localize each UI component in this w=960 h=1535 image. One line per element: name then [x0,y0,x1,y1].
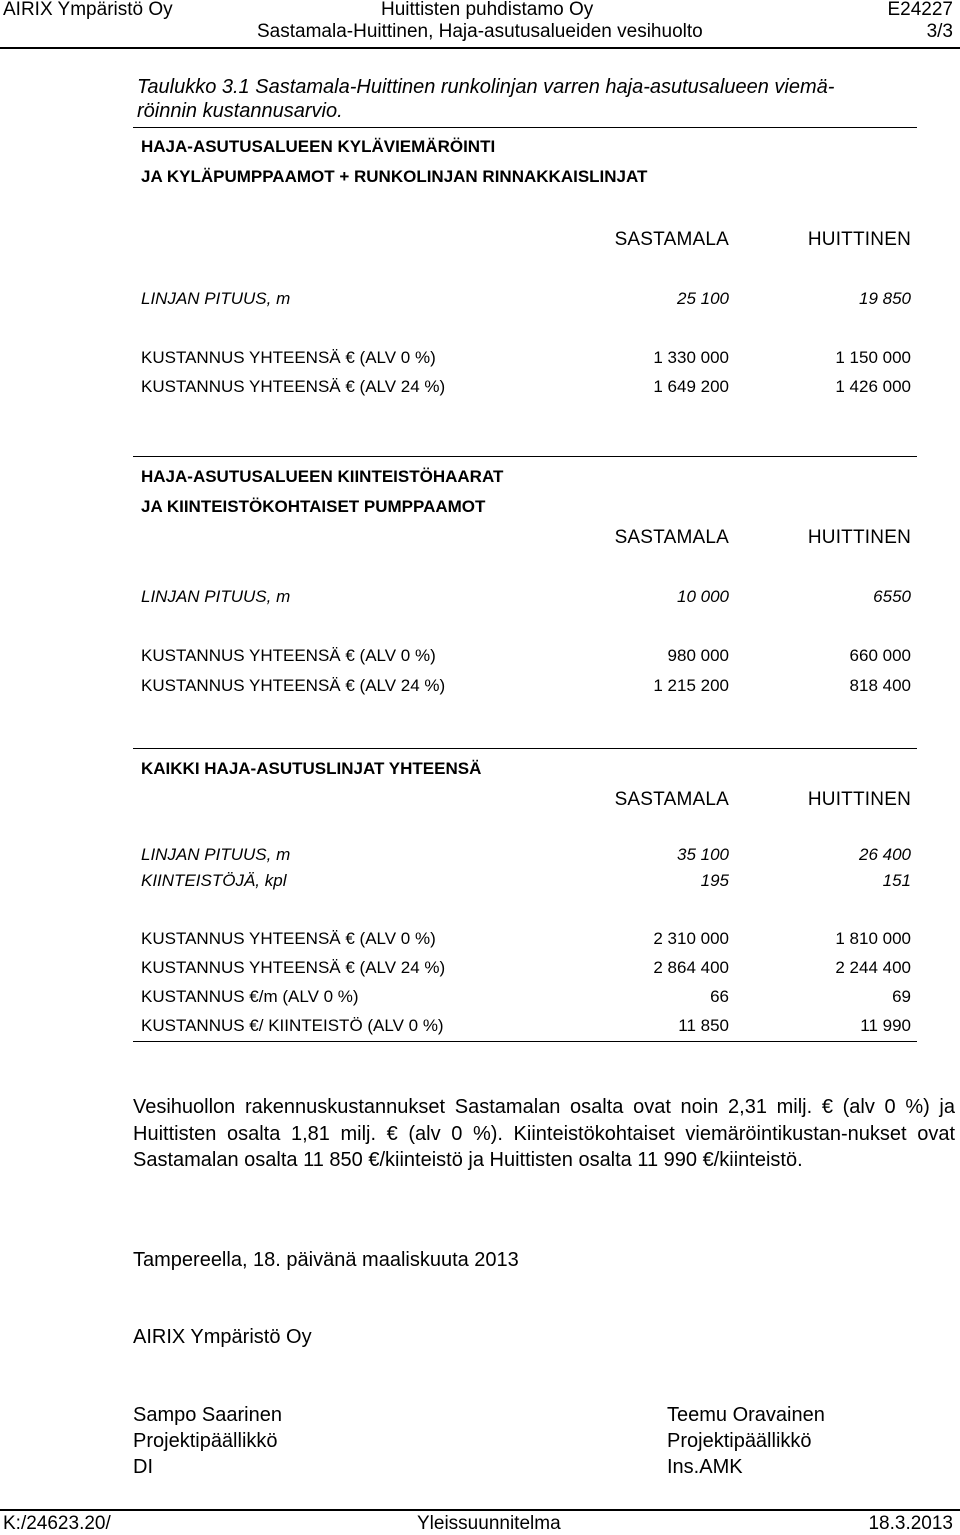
table-row-label: KUSTANNUS €/m (ALV 0 %) [141,987,359,1006]
table-cell-sastamala: 2 864 400 [653,958,729,977]
table-cell-sastamala: 1 330 000 [653,348,729,367]
signer1-title: Projektipäällikkö [133,1430,278,1452]
table-cell-sastamala: 195 [700,871,729,890]
table-cell-sastamala: 35 100 [677,845,729,864]
table-caption-line2: röinnin kustannusarvio. [137,100,343,122]
table-cell-sastamala: 11 850 [678,1016,729,1035]
table-cell-sastamala: 1 215 200 [653,676,729,695]
section1-title1: HAJA-ASUTUSALUEEN KYLÄVIEMÄRÖINTI [141,137,496,156]
signer1-degree: DI [133,1456,153,1478]
section1-colhead-huittinen: HUITTINEN [807,229,911,250]
table-cell-sastamala: 980 000 [667,646,729,665]
section3-top-rule [133,748,917,749]
table-row-label: LINJAN PITUUS, m [141,289,291,308]
table-row-label: KUSTANNUS YHTEENSÄ € (ALV 24 %) [141,676,446,695]
footer-path: K:/24623.20/ [3,1513,111,1534]
header-client: Huittisten puhdistamo Oy [381,0,594,20]
table-cell-huittinen: 6550 [873,587,911,606]
footer-date: 18.3.2013 [868,1513,953,1534]
header-divider [0,47,960,49]
table-cell-huittinen: 151 [882,871,911,890]
signer2-title: Projektipäällikkö [667,1430,812,1452]
section3-colhead-sastamala: SASTAMALA [614,789,729,810]
table-cell-sastamala: 66 [710,987,729,1006]
signer-company: AIRIX Ympäristö Oy [133,1326,312,1348]
table-cell-huittinen: 818 400 [849,676,911,695]
table-cell-sastamala: 2 310 000 [653,929,729,948]
table-cell-sastamala: 10 000 [677,587,729,606]
section2-title2: JA KIINTEISTÖKOHTAISET PUMPPAAMOT [141,497,486,516]
table-row-label: KUSTANNUS €/ KIINTEISTÖ (ALV 0 %) [141,1016,444,1035]
table-row-label: KUSTANNUS YHTEENSÄ € (ALV 24 %) [141,377,446,396]
place-date: Tampereella, 18. päivänä maaliskuuta 2013 [133,1249,519,1271]
header-project: Sastamala-Huittinen, Haja-asutusalueiden vesihuolto [257,21,703,42]
table-row-label: LINJAN PITUUS, m [141,587,291,606]
table-row-label: LINJAN PITUUS, m [141,845,291,864]
section1-title2: JA KYLÄPUMPPAAMOT + RUNKOLINJAN RINNAKKAISLINJAT [141,167,648,186]
summary-paragraph: Vesihuollon rakennuskustannukset Sastamalan osalta ovat noin 2,31 milj. € (alv 0 %) ja Huittisten osalta 1,81 milj. € (alv 0 %). Kiinteistökohtaiset viemäröintikustan-nukset ovat Sastamalan osalta 11 850 €/kiinteistö ja Huittisten osalta 11 990 €/kiinteistö. [133,1096,955,1171]
section2-colhead-huittinen: HUITTINEN [807,527,911,548]
table-row-label: KUSTANNUS YHTEENSÄ € (ALV 0 %) [141,646,436,665]
table-cell-huittinen: 660 000 [849,646,911,665]
header-page: 3/3 [926,21,953,42]
section2-top-rule [133,456,917,457]
table-cell-huittinen: 26 400 [859,845,911,864]
table-cell-huittinen: 69 [892,987,911,1006]
table-cell-huittinen: 19 850 [859,289,911,308]
section1-colhead-sastamala: SASTAMALA [614,229,729,250]
footer-doc: Yleissuunnitelma [417,1513,561,1534]
table-cell-sastamala: 25 100 [677,289,729,308]
signer2-degree: Ins.AMK [667,1456,743,1478]
table-caption-line1: Taulukko 3.1 Sastamala-Huittinen runkolinjan varren haja-asutusalueen viemä- [137,76,835,98]
table-row-label: KUSTANNUS YHTEENSÄ € (ALV 0 %) [141,929,436,948]
section2-title1: HAJA-ASUTUSALUEEN KIINTEISTÖHAARAT [141,467,504,486]
table-cell-huittinen: 1 426 000 [835,377,911,396]
section1-top-rule [133,127,917,128]
footer-divider [0,1509,960,1511]
section2-colhead-sastamala: SASTAMALA [614,527,729,548]
table-row-label: KIINTEISTÖJÄ, kpl [141,871,287,890]
section3-title1: KAIKKI HAJA-ASUTUSLINJAT YHTEENSÄ [141,759,482,778]
section3-bottom-rule [133,1041,917,1042]
table-cell-huittinen: 2 244 400 [835,958,911,977]
table-cell-huittinen: 1 810 000 [835,929,911,948]
table-row-label: KUSTANNUS YHTEENSÄ € (ALV 24 %) [141,958,446,977]
section3-colhead-huittinen: HUITTINEN [807,789,911,810]
signer1-name: Sampo Saarinen [133,1404,282,1426]
table-cell-sastamala: 1 649 200 [653,377,729,396]
header-company: AIRIX Ympäristö Oy [3,0,173,20]
table-row-label: KUSTANNUS YHTEENSÄ € (ALV 0 %) [141,348,436,367]
table-cell-huittinen: 1 150 000 [835,348,911,367]
header-code: E24227 [887,0,953,20]
table-cell-huittinen: 11 990 [860,1016,911,1035]
signer2-name: Teemu Oravainen [667,1404,825,1426]
